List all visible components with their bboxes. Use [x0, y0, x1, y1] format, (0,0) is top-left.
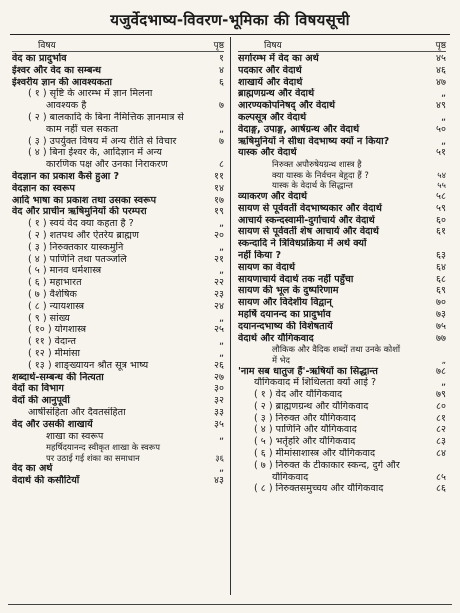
toc-entry [12, 206, 224, 218]
toc-entry-page: „ [441, 111, 446, 123]
toc-entry-title: ( ४ ) बिना ईश्वर के, आदिज्ञान में अन्य [28, 147, 162, 159]
toc-entry [238, 309, 446, 321]
toc-entry-title: व्याकरण और वेदार्थ [238, 190, 308, 202]
toc-entry-title: ( ११ ) वेदान्त [28, 336, 76, 348]
toc-entry-title: ब्राह्मणग्रन्थ और वेदार्थ [238, 88, 315, 100]
toc-entry [238, 333, 446, 345]
toc-entry [238, 413, 446, 425]
toc-entry [238, 112, 446, 124]
toc-entry-title: महर्षिदयानन्द स्वीकृत शाखा के स्वरूप [46, 442, 161, 453]
toc-entry-page: ७३ [436, 308, 446, 320]
toc-entry [12, 124, 224, 136]
toc-entry-title: वेद का प्रादुर्भाव [12, 53, 67, 64]
toc-entry [12, 313, 224, 325]
toc-entry-title: काम नहीं चल सकता [46, 123, 119, 135]
toc-entry-title: ( ७ ) वैशेषिक [28, 288, 77, 300]
toc-entry [238, 297, 446, 309]
toc-entry [12, 88, 224, 100]
page-title: यजुर्वेदभाष्य-विवरण-भूमिका की विषयसूची [110, 11, 350, 29]
toc-entry [12, 242, 224, 254]
toc-entry [238, 250, 446, 262]
toc-entry-title: सर्गारम्भ में वेद का अर्थ [238, 53, 319, 64]
subject-header: विषय [264, 41, 282, 51]
toc-entry [238, 100, 446, 112]
toc-entry [238, 238, 446, 250]
toc-entry-title: 'नाम सब धातुज हैं'-ऋषियों का सिद्धान्त [238, 365, 378, 377]
toc-entry-title: वेदार्थ और यौगिकवाद [238, 332, 314, 344]
toc-entry-title: शाखायें और वेदार्थ [238, 76, 303, 88]
toc-entry-title: ( ६ ) मीमांसाशास्त्र और यौगिकवाद [254, 448, 376, 460]
toc-entry-page: २३ [214, 288, 224, 300]
toc-entry-title: क्या यास्क के निर्वचन बेहूदा हैं ? [272, 169, 369, 180]
toc-entry-title: सायण का वेदार्थ [238, 261, 296, 273]
toc-entry-page: ३६ [215, 452, 224, 463]
toc-entry-title: ( १ ) स्वयं वेद क्या कहता है ? [28, 218, 134, 230]
toc-entry [238, 355, 446, 366]
toc-entry-title: ( १ ) वेद और यौगिकवाद [254, 389, 343, 401]
toc-entry-page: „ [219, 463, 224, 475]
toc-entry-page: २० [214, 229, 224, 241]
toc-entry [238, 401, 446, 413]
toc-entry-title: ( १ ) सृष्टि के आरम्भ में ज्ञान मिलना [28, 88, 153, 100]
toc-entry [238, 285, 446, 297]
toc-entry [12, 112, 224, 124]
toc-entry [238, 215, 446, 227]
toc-entry [238, 170, 446, 181]
toc-entry-page: ६ [219, 76, 224, 88]
left-entries [12, 53, 224, 487]
toc-entry-title: ऋषिमुनियों ने सीधा वेदभाष्य क्यों न किया? [238, 135, 390, 147]
toc-entry [12, 159, 224, 171]
bottom-rule [8, 604, 452, 605]
toc-entry-page: २६ [214, 359, 224, 371]
toc-entry-title: वेदाङ्ग, उपाङ्ग, आर्षग्रन्थ और वेदार्थ [238, 123, 360, 135]
toc-entry-title: वेद और उसकी शाखायें [12, 418, 93, 430]
toc-entry [238, 274, 446, 286]
toc-entry-page: ४३ [214, 475, 224, 487]
toc-entry-page: २७ [214, 371, 224, 383]
toc-entry [238, 159, 446, 170]
toc-entry-title: निरुक्त अपौरुषेयग्रन्थ शास्त्र है [272, 159, 362, 170]
toc-entry-title: ( ८ ) न्यायशास्त्र [28, 300, 85, 312]
toc-entry-title: ( १३ ) शाङ्ख्यायन श्रौत सूत्र भाष्य [28, 359, 149, 371]
toc-entry [12, 65, 224, 77]
toc-entry-page: ३२ [214, 395, 224, 407]
toc-entry-page: ८१ [436, 412, 446, 424]
toc-entry [12, 77, 224, 89]
toc-entry [12, 100, 224, 112]
toc-entry-title: पदकार और वेदार्थ [238, 64, 302, 76]
right-column-header [238, 37, 446, 52]
toc-entry-title: ( २ ) बालकादि के बिना नैमित्तिक ज्ञानमात्र से [28, 111, 184, 123]
toc-entry-title: ( २ ) शतपथ और ऐतरेय ब्राह्मण [28, 229, 139, 241]
toc-entry-title: ( ५ ) भर्तृहरि और यौगिकवाद [254, 436, 356, 448]
toc-entry [238, 262, 446, 274]
toc-entry-title: वेदज्ञान का प्रकाश कैसे हुआ ? [12, 170, 120, 182]
toc-entry [12, 419, 224, 431]
toc-entry [12, 395, 224, 407]
toc-entry [12, 301, 224, 313]
toc-entry-title: यास्क और वेदार्थ [238, 147, 297, 159]
toc-entry-page: ७८ [436, 365, 446, 377]
subject-header: विषय [38, 41, 56, 51]
right-entries [238, 53, 446, 495]
toc-entry-title: ( ८ ) निरुक्तसमुच्चय और यौगिकवाद [254, 483, 384, 495]
toc-entry [238, 472, 446, 484]
toc-entry [12, 230, 224, 242]
toc-entry-page: ८ [219, 159, 224, 171]
toc-entry-page: ४ [219, 64, 224, 76]
toc-entry [238, 180, 446, 191]
toc-entry-title: कारणिक पक्ष और उनका निराकरण [46, 159, 168, 171]
left-column-header [12, 37, 224, 52]
toc-entry-title: आदि भाषा का प्रकाश तथा उसका स्वरूप [12, 194, 157, 206]
title-rule [10, 34, 450, 35]
toc-entry-title: ( १२ ) मीमांसा [28, 347, 81, 359]
toc-entry-page: ७ [219, 100, 224, 112]
toc-entry-page: ६८ [436, 273, 446, 285]
toc-entry-title: शाखा का स्वरूप [46, 430, 104, 442]
toc-entry-title: कल्पसूत्र और वेदार्थ [238, 111, 307, 123]
toc-entry [12, 324, 224, 336]
toc-entry-page: ३३ [214, 406, 224, 418]
toc-entry-title: ( ५ ) मानव धर्मशास्त्र [28, 265, 102, 277]
toc-entry-page: ४५ [436, 53, 446, 64]
toc-entry-title: पर उठाई गई शंका का समाधान [46, 452, 140, 463]
toc-entry-page: ८६ [436, 483, 446, 495]
toc-entry-page: २१ [214, 253, 224, 265]
toc-entry [12, 336, 224, 348]
toc-entry-title: आवश्यक है [46, 100, 87, 112]
toc-entry-title: महर्षि दयानन्द का प्रादुर्भाव [238, 308, 331, 320]
toc-entry-page: ८५ [436, 471, 446, 483]
toc-entry [12, 463, 224, 475]
toc-entry [12, 372, 224, 384]
toc-entry [238, 191, 446, 203]
toc-entry-page: ८२ [436, 424, 446, 436]
toc-entry-page: ६३ [436, 249, 446, 261]
page-header: पृष्ठ [435, 41, 446, 51]
toc-entry-page: ५५ [437, 180, 446, 191]
toc-entry-title: आर्षीसंहिता और दैवतसंहिता [28, 406, 126, 418]
toc-entry-page: ७७ [436, 332, 446, 344]
toc-entry-title: वेदज्ञान का स्वरूप [12, 182, 75, 194]
toc-entry-title: सायणाचार्य वेदार्थ तक नहीं पहुँचा [238, 273, 354, 285]
toc-entry [238, 88, 446, 100]
toc-entry [12, 53, 224, 65]
toc-entry-page: ८३ [436, 436, 446, 448]
toc-entry-page: ६१ [436, 226, 446, 238]
toc-entry [238, 226, 446, 238]
toc-entry [238, 424, 446, 436]
toc-entry-page: „ [219, 347, 224, 359]
toc-entry-title: वेदार्थ की कसौटियाँ [12, 475, 80, 487]
toc-entry [238, 377, 446, 389]
toc-entry-title: ( २ ) ब्राह्मणग्रन्थ और यौगिकवाद [254, 400, 369, 412]
toc-entry [238, 124, 446, 136]
toc-entry-page: „ [219, 265, 224, 277]
toc-entry-title: ( ३ ) उपर्युक्त विषय में अन्य रीति से विचार [28, 135, 177, 147]
toc-entry-page: १ [219, 53, 224, 64]
toc-entry-title: सायण की भूल के दुष्परिणाम [238, 285, 339, 297]
toc-entry [12, 254, 224, 266]
toc-entry [12, 360, 224, 372]
toc-entry-page: „ [219, 123, 224, 135]
toc-entry-title: सायण और विदेशीय विद्वान् [238, 297, 332, 309]
toc-entry-title: आचार्य स्कन्दस्वामी-दुर्गाचार्य और वेदार्थ [238, 214, 375, 226]
toc-entry [12, 442, 224, 453]
toc-entry-title: यौगिकवाद में शिथिलता क्यों आई ? [254, 377, 377, 389]
toc-entry [238, 203, 446, 215]
toc-entry-title: शब्दार्थ-सम्बन्ध की नित्यता [12, 371, 104, 383]
toc-entry [12, 183, 224, 195]
toc-entry [12, 277, 224, 289]
toc-entry-page: „ [219, 218, 224, 230]
right-column [230, 37, 452, 595]
toc-entry-title: ईश्वरीय ज्ञान की आवश्यकता [12, 76, 113, 88]
toc-entry-page: ४७ [436, 76, 446, 88]
toc-entry-page: „ [441, 354, 446, 365]
toc-entry [238, 65, 446, 77]
toc-entry [238, 483, 446, 495]
toc-entry-title: दयानन्दभाष्य की विशेषतायें [238, 320, 333, 332]
toc-entry-title: ( ४ ) पाणिनि और यौगिकवाद [254, 424, 357, 436]
toc-entry-page: ६९ [436, 285, 446, 297]
toc-entry-page: ७५ [436, 320, 446, 332]
toc-entry-page: ६४ [436, 261, 446, 273]
toc-entry [12, 195, 224, 207]
toc-entry [12, 475, 224, 487]
page-header: पृष्ठ [213, 41, 224, 51]
toc-entry-title: ( १० ) योगशास्त्र [28, 324, 87, 336]
toc-entry [238, 436, 446, 448]
toc-entry-title: ( ३ ) निरुक्तकार यास्कमुनि [28, 241, 124, 253]
toc-entry-page: ५९ [436, 202, 446, 214]
toc-entry-title: सायण से पूर्ववर्ती वेदभाष्यकार और वेदार्थ [238, 202, 382, 214]
toc-entry-title: नहीं किया ? [238, 249, 282, 261]
toc-entry-title: ( ३ ) निरुक्त और यौगिकवाद [254, 412, 356, 424]
toc-entry-title: स्कन्दादि ने त्रिविधप्रक्रिया में अर्थ क्यों [238, 238, 367, 250]
toc-entry-title: यौगिकवाद [272, 471, 309, 483]
toc-entry-page: १४ [214, 182, 224, 194]
toc-entry [238, 53, 446, 65]
toc-entry [12, 348, 224, 360]
toc-entry [238, 321, 446, 333]
toc-entry [238, 448, 446, 460]
toc-entry [238, 136, 446, 148]
toc-entry-title: सायण से पूर्ववर्ती शेष आचार्य और वेदार्थ [238, 226, 379, 238]
toc-entry [238, 77, 446, 89]
toc-entry-title: ( ९ ) सांख्य [28, 312, 70, 324]
toc-entry [12, 265, 224, 277]
toc-entry-page: १७ [214, 194, 224, 206]
toc-entry [12, 171, 224, 183]
toc-entry [12, 136, 224, 148]
toc-entry-page: ४९ [436, 100, 446, 112]
toc-entry-title: लौकिक और वैदिक शब्दों तथा उनके कोशों [272, 344, 401, 355]
toc-entry [12, 383, 224, 395]
toc-entry-page: ७ [219, 135, 224, 147]
toc-entry-title: वेदों की आनुपूर्वी [12, 395, 70, 407]
toc-entry-title: यास्क के वेदार्थ के सिद्धान्त [272, 180, 353, 191]
toc-entry-title: ( ७ ) निरुक्त के टीकाकार स्कन्द, दुर्ग और [254, 459, 400, 471]
toc-entry-page: ११ [214, 170, 224, 182]
toc-entry-page: „ [219, 430, 224, 442]
toc-entry-page: ४६ [436, 64, 446, 76]
toc-entry-page: ५८ [436, 190, 446, 202]
toc-entry-page: १९ [214, 206, 224, 218]
toc-entry-title: आरण्यकोपनिषद् और वेदार्थ [238, 100, 336, 112]
toc-entry [238, 344, 446, 355]
toc-entry-title: वेद और प्राचीन ऋषिमुनियों की परम्परा [12, 206, 147, 218]
toc-entry-page: ३५ [214, 418, 224, 430]
toc-entry [12, 407, 224, 419]
toc-entry-page: २५ [214, 324, 224, 336]
toc-entry-page: ६० [436, 214, 446, 226]
toc-entry-page: „ [441, 135, 446, 147]
toc-entry-title: में भेद [272, 354, 291, 365]
toc-entry-title: ( ४ ) पाणिनि तथा पतञ्जलि [28, 253, 127, 265]
toc-entry-title: वेद का अर्थ [12, 463, 53, 475]
toc-entry-page: ७९ [436, 389, 446, 401]
toc-entry-page: ५४ [437, 169, 446, 180]
contents-columns [8, 37, 452, 595]
toc-entry [12, 289, 224, 301]
toc-entry [238, 366, 446, 378]
toc-entry-page: „ [441, 377, 446, 389]
toc-entry-page: „ [219, 336, 224, 348]
toc-entry [238, 460, 446, 472]
toc-entry-page: ८० [436, 400, 446, 412]
toc-entry [12, 453, 224, 464]
toc-entry-page: „ [219, 241, 224, 253]
left-column [8, 37, 230, 595]
toc-entry-page: „ [219, 312, 224, 324]
toc-entry-page: २२ [214, 277, 224, 289]
column-divider [230, 37, 231, 595]
toc-entry-page: „ [441, 88, 446, 100]
toc-entry-page: ३० [214, 383, 224, 395]
toc-entry-page: ८४ [436, 448, 446, 460]
toc-entry [12, 218, 224, 230]
toc-entry-page: ७० [436, 297, 446, 309]
toc-entry [12, 147, 224, 159]
toc-entry [238, 389, 446, 401]
toc-entry-title: ईश्वर और वेद का सम्बन्ध [12, 64, 102, 76]
toc-entry-title: वेदों का विभाग [12, 383, 64, 395]
toc-entry-title: ( ६ ) महाभारत [28, 277, 82, 289]
toc-entry [238, 147, 446, 159]
toc-entry-page: २४ [214, 300, 224, 312]
toc-entry [12, 431, 224, 443]
toc-entry-page: ५० [436, 123, 446, 135]
toc-entry-page: ५१ [436, 147, 446, 159]
